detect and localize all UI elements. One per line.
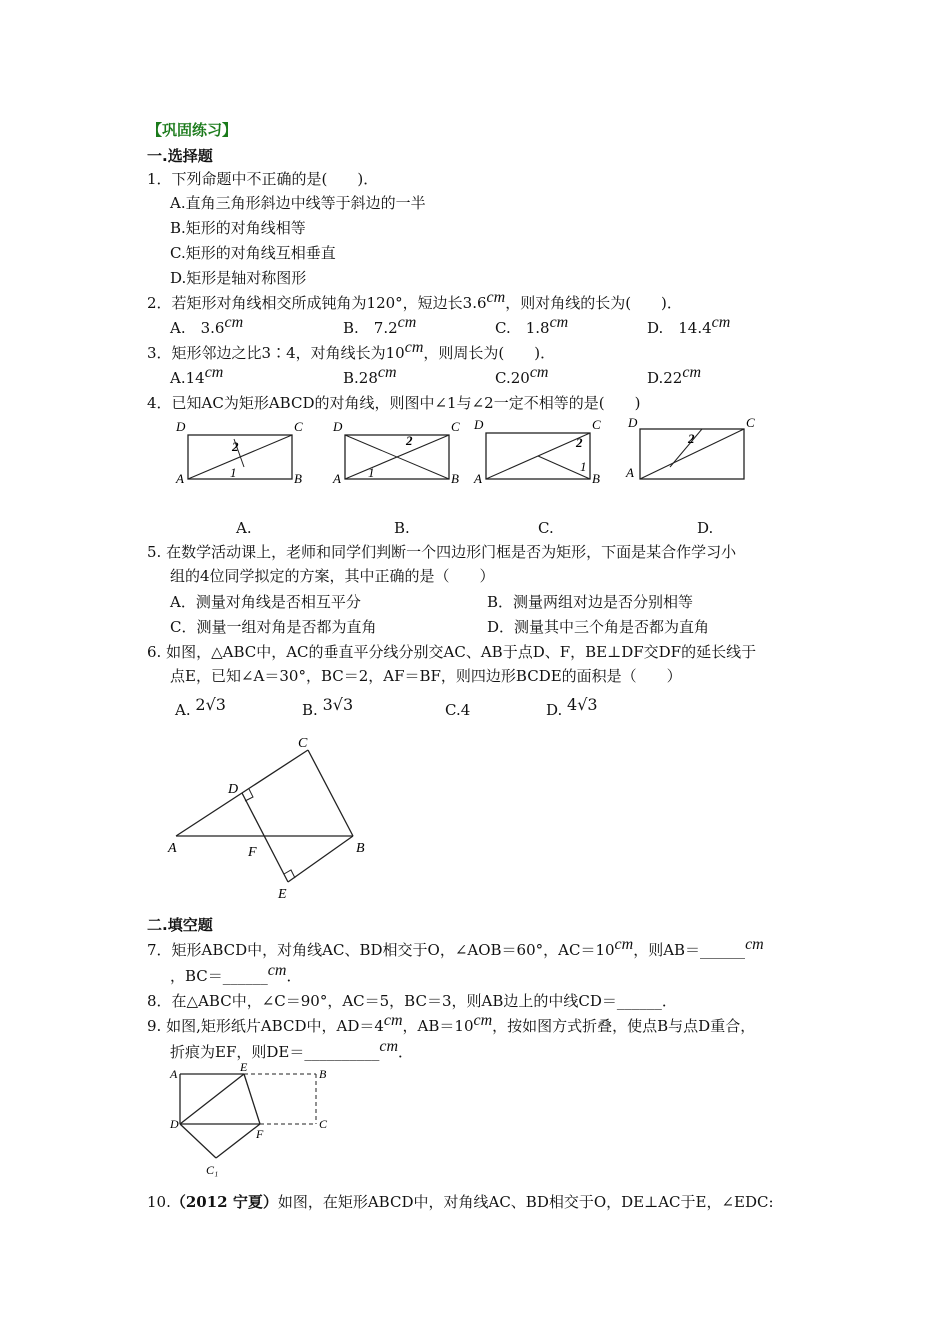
q4b-angle-2: 2 [406,433,413,448]
q6-option-b: B. 3√3 [302,695,354,719]
q2-option-b: B. 7.2cm [343,314,417,337]
q4a-angle-1: 1 [230,465,237,480]
q4d-label-A: A [626,465,634,480]
q4-figure-b [332,419,460,486]
q4-option-d: D. [697,519,714,537]
q2-option-a: A. 3.6cm [170,314,244,337]
q6-stem-line2: 点E，已知∠A＝30°，BC＝2，AF＝BF，则四边形BCDE的面积是（ ） [170,667,682,685]
q9-label-B: B [319,1067,327,1081]
q1-option-c: C.矩形的对角线互相垂直 [170,244,336,262]
q5-option-b: B．测量两组对边是否分别相等 [487,593,694,611]
q7-line2: ，BC＝______cm． [170,962,302,985]
q4a-label-A: A [176,471,184,486]
part-heading-choice: 一.选择题 [147,147,213,165]
q9-label-A: A [170,1067,178,1081]
q9-label-F: F [256,1127,264,1141]
q9-line2: 折痕为EF，则DE＝__________cm． [170,1038,414,1061]
q4b-label-B: B [451,471,459,486]
q2-option-d: D. 14.4cm [647,314,731,337]
part-heading-fill: 二.填空题 [147,916,213,934]
q4c-label-D: D [474,417,484,432]
q7-line1: 7．矩形ABCD中，对角线AC、BD相交于O，∠AOB＝60°，AC＝10cm，则AB＝______cm [147,936,764,959]
q4b-label-D: D [333,419,343,434]
q6-option-d: D. 4√3 [546,695,598,719]
q6-label-F: F [248,845,257,860]
q3-option-b: B.28cm [343,364,397,387]
q6-label-B: B [356,841,365,856]
q4-figure-c [473,417,601,486]
q4c-angle-2: 2 [576,435,583,450]
q3-option-c: C.20cm [495,364,549,387]
q9-label-C: C [319,1117,328,1131]
q2-option-c: C. 1.8cm [495,314,569,337]
q4a-label-B: B [294,471,302,486]
q4-figure-a [175,419,303,486]
q8-line1: 8．在△ABC中，∠C＝90°，AC＝5，BC＝3，则AB边上的中线CD＝______． [147,992,677,1010]
q6-label-E: E [278,887,287,900]
q3-option-a: A.14cm [170,364,224,387]
q9-label-D: D [170,1117,179,1131]
q4c-label-B: B [592,471,600,486]
q9-line1: 9. 如图,矩形纸片ABCD中，AD＝4cm，AB＝10cm，按如图方式折叠，使点B与点D重合， [147,1012,756,1035]
q6-option-a: A. 2√3 [175,695,226,719]
q5-stem-line2: 组的4位同学拟定的方案，其中正确的是（ ） [170,567,495,585]
q4d-label-D: D [628,415,638,430]
q4-figure-d [625,415,755,480]
q6-label-C: C [298,736,308,751]
q5-option-a: A．测量对角线是否相互平分 [170,593,361,611]
q6-figure [160,730,390,900]
q4b-label-A: A [333,471,341,486]
q4-figures [170,415,810,495]
q1-stem: 1．下列命题中不正确的是( )． [147,170,379,188]
q4a-angle-2: 2 [232,439,239,454]
q5-stem-line1: 5. 在数学活动课上，老师和同学们判断一个四边形门框是否为矩形，下面是某合作学习小 [147,543,737,561]
q4b-angle-1: 1 [368,465,375,480]
q4-option-a: A. [236,519,252,537]
q2-stem: 2．若矩形对角线相交所成钝角为120°，短边长3.6cm，则对角线的长为( )． [147,289,682,312]
q6-label-D: D [228,782,239,797]
q9-label-E: E [240,1062,248,1074]
q4-stem: 4．已知AC为矩形ABCD的对角线，则图中∠1与∠2一定不相等的是( ) [147,394,641,412]
section-title: 【巩固练习】 [147,121,238,139]
q4d-angle-2: 2 [688,431,695,446]
q10-line1: 10.（2012 宁夏）如图，在矩形ABCD中，对角线AC、BD相交于O，DE⊥AC于E，∠EDC: [147,1193,774,1211]
q5-option-d: D．测量其中三个角是否都为直角 [487,618,710,636]
q9-figure [168,1062,338,1182]
q5-option-c: C．测量一组对角是否都为直角 [170,618,377,636]
q4-option-c: C. [538,519,554,537]
q4a-label-C: C [294,419,303,434]
q3-stem: 3．矩形邻边之比3∶4，对角线长为10cm，则周长为( )． [147,339,556,362]
q3-option-d: D.22cm [647,364,702,387]
q4c-angle-1: 1 [580,459,587,474]
q1-option-b: B.矩形的对角线相等 [170,219,306,237]
q4c-label-C: C [592,417,601,432]
q4a-label-D: D [176,419,186,434]
q4c-label-A: A [474,471,482,486]
q4d-label-C: C [746,415,755,430]
q9-label-C1: C₁ [206,1163,219,1177]
q4-option-b: B. [394,519,410,537]
q6-option-c: C.4 [445,701,471,719]
q1-option-d: D.矩形是轴对称图形 [170,269,307,287]
q6-stem-line1: 6. 如图，△ABC中，AC的垂直平分线分别交AC、AB于点D、F，BE⊥DF交DF的延长线于 [147,643,757,661]
q4b-label-C: C [451,419,460,434]
q6-label-A: A [168,841,177,856]
q1-option-a: A.直角三角形斜边中线等于斜边的一半 [170,194,426,212]
